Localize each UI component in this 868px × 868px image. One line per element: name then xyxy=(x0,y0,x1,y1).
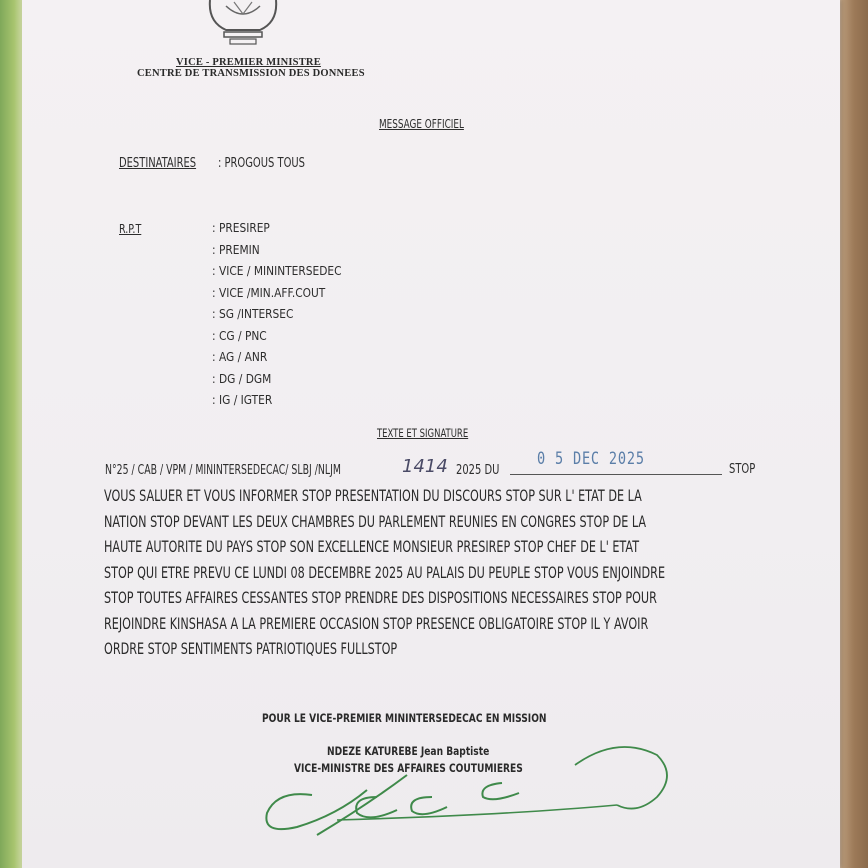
date-stamp: 0 5 DEC 2025 xyxy=(537,449,645,469)
body-line: STOP QUI ETRE PREVU CE LUNDI 08 DECEMBRE 2025 AU PALAIS DU PEUPLE STOP VOUS ENJOINDRE xyxy=(104,562,666,582)
signatory-name: NDEZE KATUREBE Jean Baptiste xyxy=(327,744,490,758)
rpt-item: : VICE / MININTERSEDEC xyxy=(212,263,342,278)
body-line: VOUS SALUER ET VOUS INFORMER STOP PRESENTATION DU DISCOURS STOP SUR L' ETAT DE LA xyxy=(104,486,642,505)
texte-signature-heading: TEXTE ET SIGNATURE xyxy=(377,426,469,440)
body-line: HAUTE AUTORITE DU PAYS STOP SON EXCELLENCE MONSIEUR PRESIREP STOP CHEF DE L' ETAT xyxy=(104,537,640,556)
rpt-item: : VICE /MIN.AFF.COUT xyxy=(212,284,326,300)
rpt-item: : SG /INTERSEC xyxy=(212,306,294,321)
body-line: REJOINDRE KINSHASA A LA PREMIERE OCCASION STOP PRESENCE OBLIGATOIRE STOP IL Y AVOIR xyxy=(104,613,649,633)
body-line: STOP TOUTES AFFAIRES CESSANTES STOP PRENDRE DES DISPOSITIONS NECESSAIRES STOP POUR xyxy=(104,588,657,607)
header-vice-premier: VICE - PREMIER MINISTRE xyxy=(176,57,321,68)
handwritten-reference-number: 1414 xyxy=(402,456,448,477)
reference-prefix: N°25 / CAB / VPM / MININTERSEDECAC/ SLBJ /NLJM xyxy=(105,463,341,478)
rpt-item: : PRESIREP xyxy=(212,220,270,235)
rpt-list xyxy=(212,220,364,414)
document-page xyxy=(22,0,840,868)
coat-of-arms-emblem xyxy=(204,0,282,48)
destinataires-label: DESTINATAIRES xyxy=(119,156,197,171)
message-body xyxy=(104,483,868,662)
body-line: NATION STOP DEVANT LES DEUX CHAMBRES DU PARLEMENT REUNIES EN CONGRES STOP DE LA xyxy=(104,511,647,531)
rpt-item: : CG / PNC xyxy=(212,327,267,343)
rpt-item: : PREMIN xyxy=(212,241,260,257)
handwritten-signature xyxy=(257,735,677,845)
rpt-item: : DG / DGM xyxy=(212,370,272,386)
rpt-item: : IG / IGTER xyxy=(212,392,273,407)
header-centre-transmission: CENTRE DE TRANSMISSION DES DONNEES xyxy=(137,68,365,79)
reference-stop: STOP xyxy=(729,462,756,477)
reference-year: 2025 DU xyxy=(456,463,500,478)
rpt-item: : AG / ANR xyxy=(212,349,268,364)
signatory-title: VICE-MINISTRE DES AFFAIRES COUTUMIERES xyxy=(294,761,523,775)
destinataires-value: : PROGOUS TOUS xyxy=(218,156,305,171)
body-line: ORDRE STOP SENTIMENTS PATRIOTIQUES FULLSTOP xyxy=(104,639,398,658)
rpt-label: R.P.T xyxy=(119,221,142,236)
reference-underline xyxy=(510,474,722,475)
closing-for-line: POUR LE VICE-PREMIER MININTERSEDECAC EN MISSION xyxy=(262,711,547,725)
document-title: MESSAGE OFFICIEL xyxy=(379,117,464,131)
